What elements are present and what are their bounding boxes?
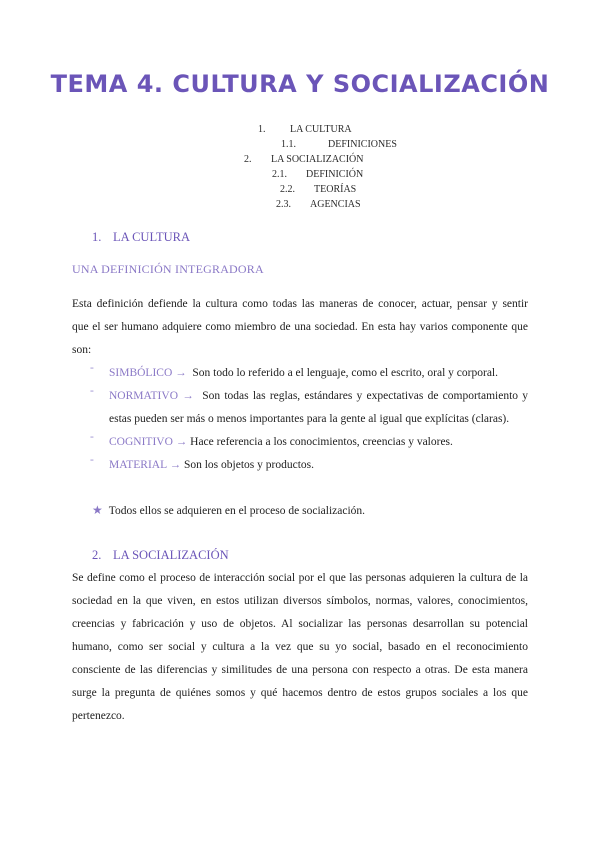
text-line: creencias y fabricación y uso de objetos. Al socializar las personas desarrollan su potencial <box>72 618 528 630</box>
section-title: LA CULTURA <box>113 230 190 244</box>
toc-entry[interactable] <box>280 184 356 195</box>
section-number: 1. <box>92 230 102 244</box>
text-line: sociedad en la que viven, en estos utilizan diversos símbolos, normas, valores, conocimientos, <box>72 595 528 607</box>
component-keyword: COGNITIVO → <box>109 436 188 448</box>
text-line: Se define como el proceso de interacción social por el que las personas adquieren la cultura de la <box>72 572 528 584</box>
toc-entry[interactable] <box>281 139 397 150</box>
bullet-dash: - <box>90 454 94 466</box>
subsection-heading: UNA DEFINICIÓN INTEGRADORA <box>72 262 264 276</box>
toc-number: 2.2. <box>280 184 295 195</box>
component-description: Son todo lo referido a el lenguaje, como el escrito, oral y corporal. <box>192 367 498 379</box>
section-heading-cultura <box>92 230 190 245</box>
section-heading-socializacion <box>92 548 229 563</box>
component-description: estas pueden ser más o menos importantes para la gente al igual que explícitas (claras). <box>109 413 510 425</box>
toc-label: LA SOCIALIZACIÓN <box>271 154 364 165</box>
section-title: LA SOCIALIZACIÓN <box>113 548 229 562</box>
component-description: Hace referencia a los conocimientos, creencias y valores. <box>190 436 453 448</box>
toc-entry[interactable] <box>244 154 364 165</box>
toc-number: 2.1. <box>272 169 287 180</box>
toc-number: 2.3. <box>276 199 291 210</box>
page-title: TEMA 4. CULTURA Y SOCIALIZACIÓN <box>50 70 550 98</box>
text-line: humano, como ser social y cultura a la vez que su yo social, basado en el reconocimiento <box>72 641 528 653</box>
toc-entry[interactable] <box>276 199 361 210</box>
toc-number: 1. <box>258 124 266 135</box>
text-line: Esta definición defiende la cultura como todas las maneras de conocer, actuar, pensar y sentir <box>72 298 528 310</box>
section-number: 2. <box>92 548 102 562</box>
socializacion-paragraph <box>72 567 528 728</box>
component-description: Son los objetos y productos. <box>183 459 314 471</box>
bullet-dash: - <box>90 431 94 443</box>
star-icon: ★ <box>92 503 103 517</box>
cultura-intro-paragraph <box>72 293 528 362</box>
toc-entry[interactable] <box>258 124 352 135</box>
component-keyword: SIMBÓLICO → <box>109 367 187 379</box>
component-keyword: MATERIAL → <box>109 459 182 471</box>
note-line <box>92 503 365 517</box>
toc-label: LA CULTURA <box>290 124 352 135</box>
text-line: que el ser humano adquiere como miembro de una sociedad. En esta hay varios componente que <box>72 321 528 333</box>
toc-label: DEFINICIONES <box>328 139 397 150</box>
text-line: consciente de las diferencias y similitudes de una persona con respecto a otras. De esta manera <box>72 664 528 676</box>
toc-label: TEORÍAS <box>314 184 357 195</box>
toc-entry[interactable] <box>272 169 363 180</box>
text-line: son: <box>72 344 92 356</box>
toc-number: 2. <box>244 154 252 165</box>
toc-number: 1.1. <box>281 139 296 150</box>
toc-label: AGENCIAS <box>310 199 361 210</box>
toc-label: DEFINICIÓN <box>306 169 364 180</box>
component-description: Son todas las reglas, estándares y expectativas de comportamiento y <box>202 390 529 402</box>
text-line: surge la pregunta de quiénes somos y qué hacemos dentro de estos grupos sociales a los que <box>72 687 528 699</box>
text-line: pertenezco. <box>72 710 125 722</box>
component-keyword: NORMATIVO → <box>109 390 194 402</box>
bullet-dash: - <box>90 385 94 397</box>
bullet-dash: - <box>90 362 94 374</box>
note-text: Todos ellos se adquieren en el proceso de socialización. <box>108 505 366 517</box>
